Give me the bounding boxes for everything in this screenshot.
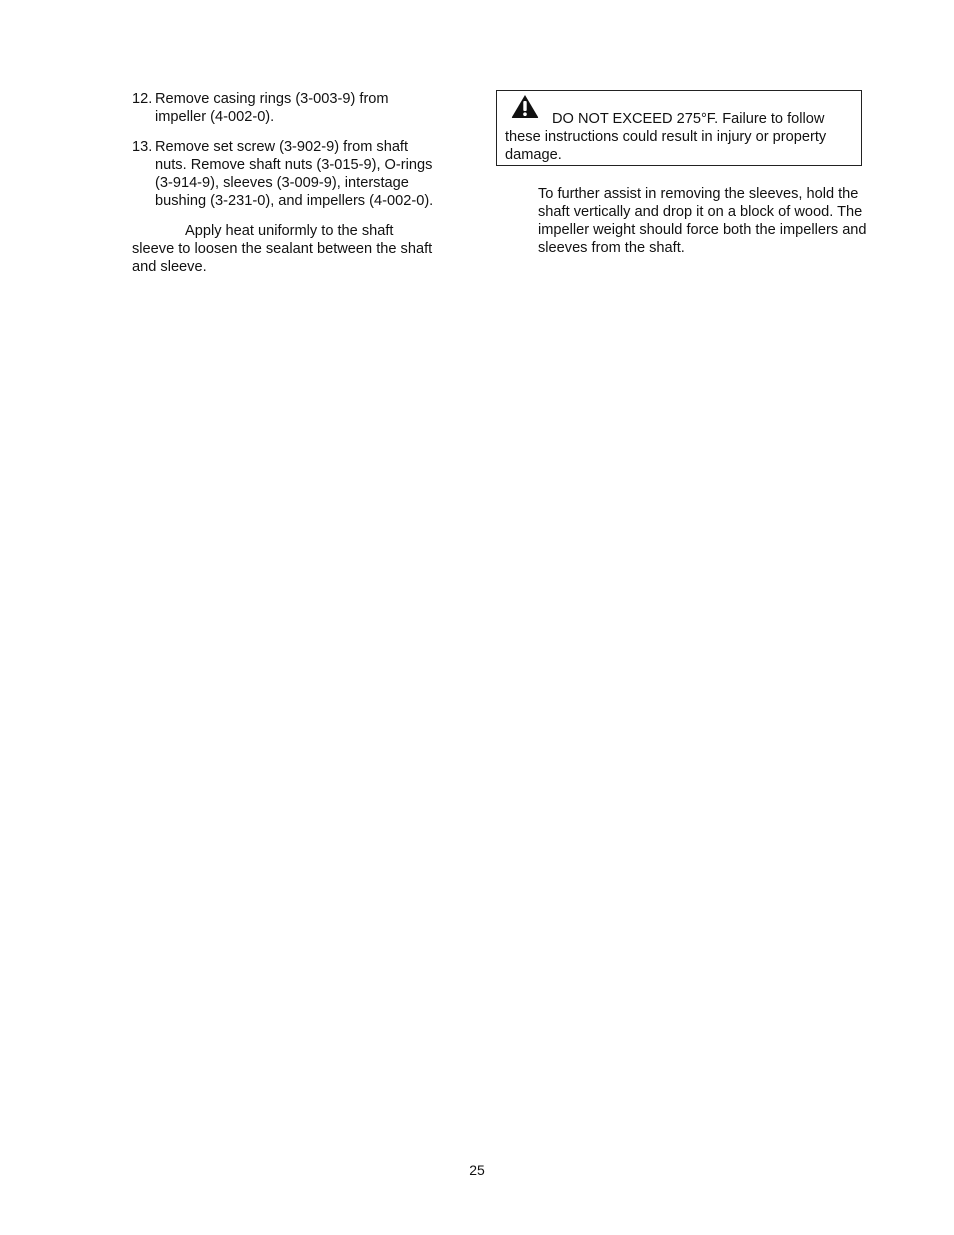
sleeve-removal-tip: To further assist in removing the sleeves, hold the shaft vertically and drop it on a block of wood. The impeller weight should force both the impellers and sleeves from the shaft. [538,186,867,256]
step-number: 13. [132,139,153,155]
step-text: Remove set screw (3-902-9) from shaft nuts. Remove shaft nuts (3-015-9), O-rings (3-914-9), sleeves (3-009-9), interstage bushing (3-231-0), and impellers (4-002-0). [155,139,434,209]
warning-text: DO NOT EXCEED 275°F. Failure to follow these instructions could result in injury or property damage. [505,111,827,163]
step-13 [132,138,437,210]
warning-box [496,90,862,166]
left-column [132,90,437,276]
step-number: 12. [132,91,153,107]
heat-note: Apply heat uniformly to the shaft sleeve to loosen the sealant between the shaft and sleeve. [132,223,433,275]
warning-triangle-icon [511,94,539,119]
page-number: 25 [469,1162,485,1178]
step-text: Remove casing rings (3-003-9) from impeller (4-002-0). [155,91,389,125]
step-12 [132,90,437,126]
